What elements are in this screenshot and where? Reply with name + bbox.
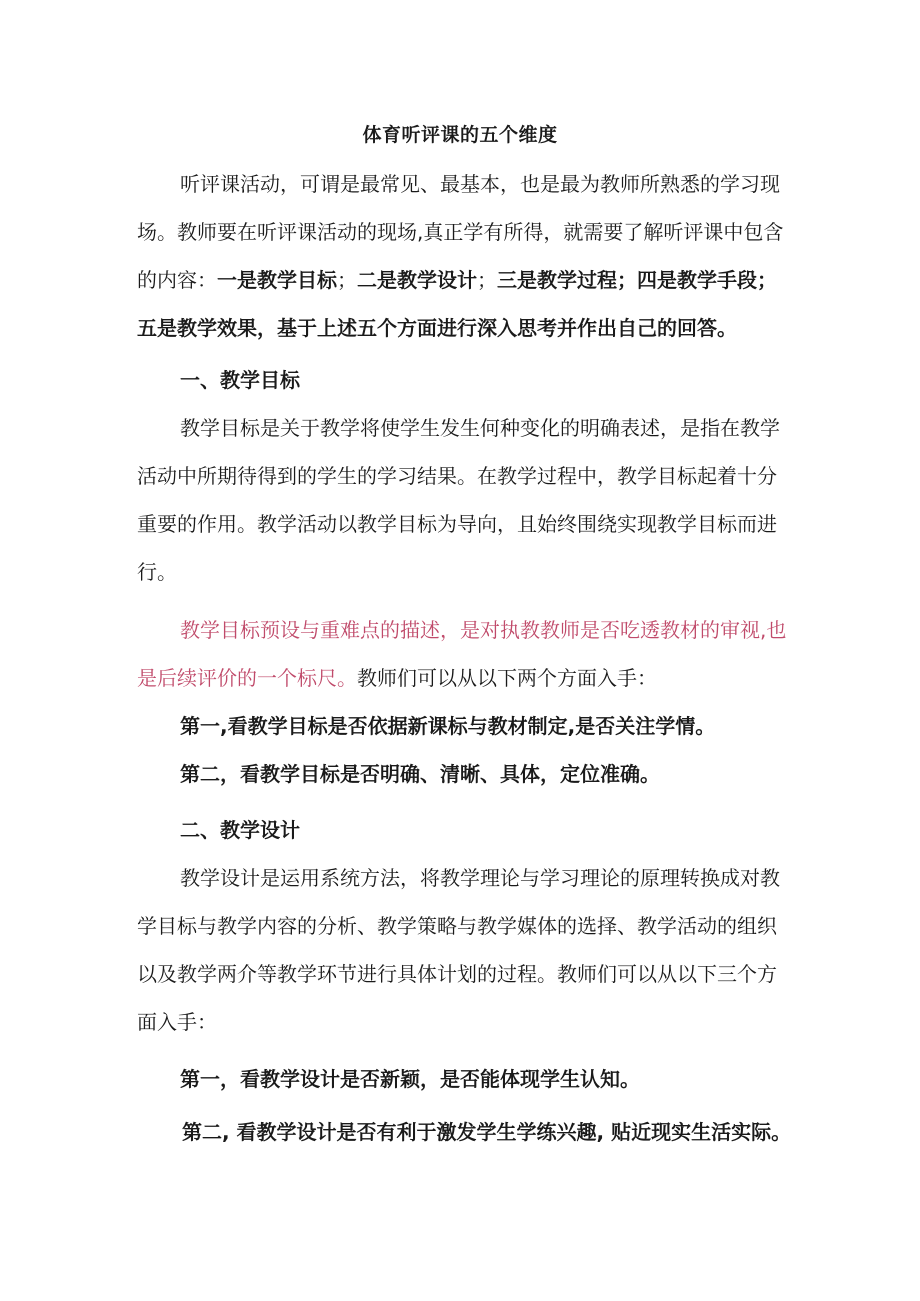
text-line: 教学设计是运用系统方法，将教学理论与学习理论的原理转换成对教 bbox=[180, 866, 780, 890]
text-line: 活动中所期待得到的学生的学习结果。在教学过程中，教学目标起着十分 bbox=[137, 464, 777, 488]
text-line bbox=[137, 256, 787, 304]
text-run: ； bbox=[477, 268, 497, 292]
text-line: 重要的作用。教学活动以教学目标为导向，且始终围绕实现教学目标而进 bbox=[137, 512, 777, 536]
bold-run: 三是教学过程；四是教学手段； bbox=[497, 268, 777, 292]
section1-point-2: 第二，看教学目标是否明确、清晰、具体，定位准确。 bbox=[180, 762, 660, 786]
section-heading-1: 一、教学目标 bbox=[180, 368, 300, 392]
section1-paragraph-1 bbox=[137, 404, 787, 596]
section1-point-1: 第一,看教学目标是否依据新课标与教材制定,是否关注学情。 bbox=[180, 714, 716, 738]
text-line: 场。教师要在听评课活动的现场,真正学有所得，就需要了解听评课中包含 bbox=[137, 220, 784, 244]
text-line bbox=[137, 654, 787, 702]
text-line: 教学目标是关于教学将使学生发生何种变化的明确表述，是指在教学 bbox=[180, 416, 780, 440]
highlighted-run: 是后续评价的一个标尺。 bbox=[137, 666, 357, 690]
text-line: 行。 bbox=[137, 560, 177, 584]
intro-paragraph bbox=[137, 160, 787, 352]
highlighted-line: 教学目标预设与重难点的描述，是对执教教师是否吃透教材的审视,也 bbox=[180, 618, 787, 642]
section-heading-2: 二、教学设计 bbox=[180, 818, 300, 842]
text-line: 以及教学两介等教学环节进行具体计划的过程。教师们可以从以下三个方 bbox=[137, 962, 777, 986]
text-line: 面入手： bbox=[137, 1010, 217, 1034]
text-line: 五是教学效果，基于上述五个方面进行深入思考并作出自己的回答。 bbox=[137, 316, 737, 340]
bold-run: 一是教学目标 bbox=[217, 268, 337, 292]
text-run: ； bbox=[337, 268, 357, 292]
section2-paragraph-1 bbox=[137, 854, 787, 1046]
text-run: 教师们可以从以下两个方面入手： bbox=[357, 666, 657, 690]
section2-point-1: 第一，看教学设计是否新颖，是否能体现学生认知。 bbox=[180, 1067, 640, 1091]
section1-paragraph-2 bbox=[137, 606, 787, 702]
text-line: 学目标与教学内容的分析、教学策略与教学媒体的选择、教学活动的组织 bbox=[137, 914, 777, 938]
text-run: 的内容： bbox=[137, 268, 217, 292]
page-title: 体育听评课的五个维度 bbox=[362, 124, 558, 146]
section2-point-2: 第二, 看教学设计是否有利于激发学生学练兴趣, 贴近现实生活实际。 bbox=[182, 1120, 792, 1144]
text-line: 听评课活动，可谓是最常见、最基本，也是最为教师所熟悉的学习现 bbox=[180, 172, 780, 196]
bold-run: 二是教学设计 bbox=[357, 268, 477, 292]
